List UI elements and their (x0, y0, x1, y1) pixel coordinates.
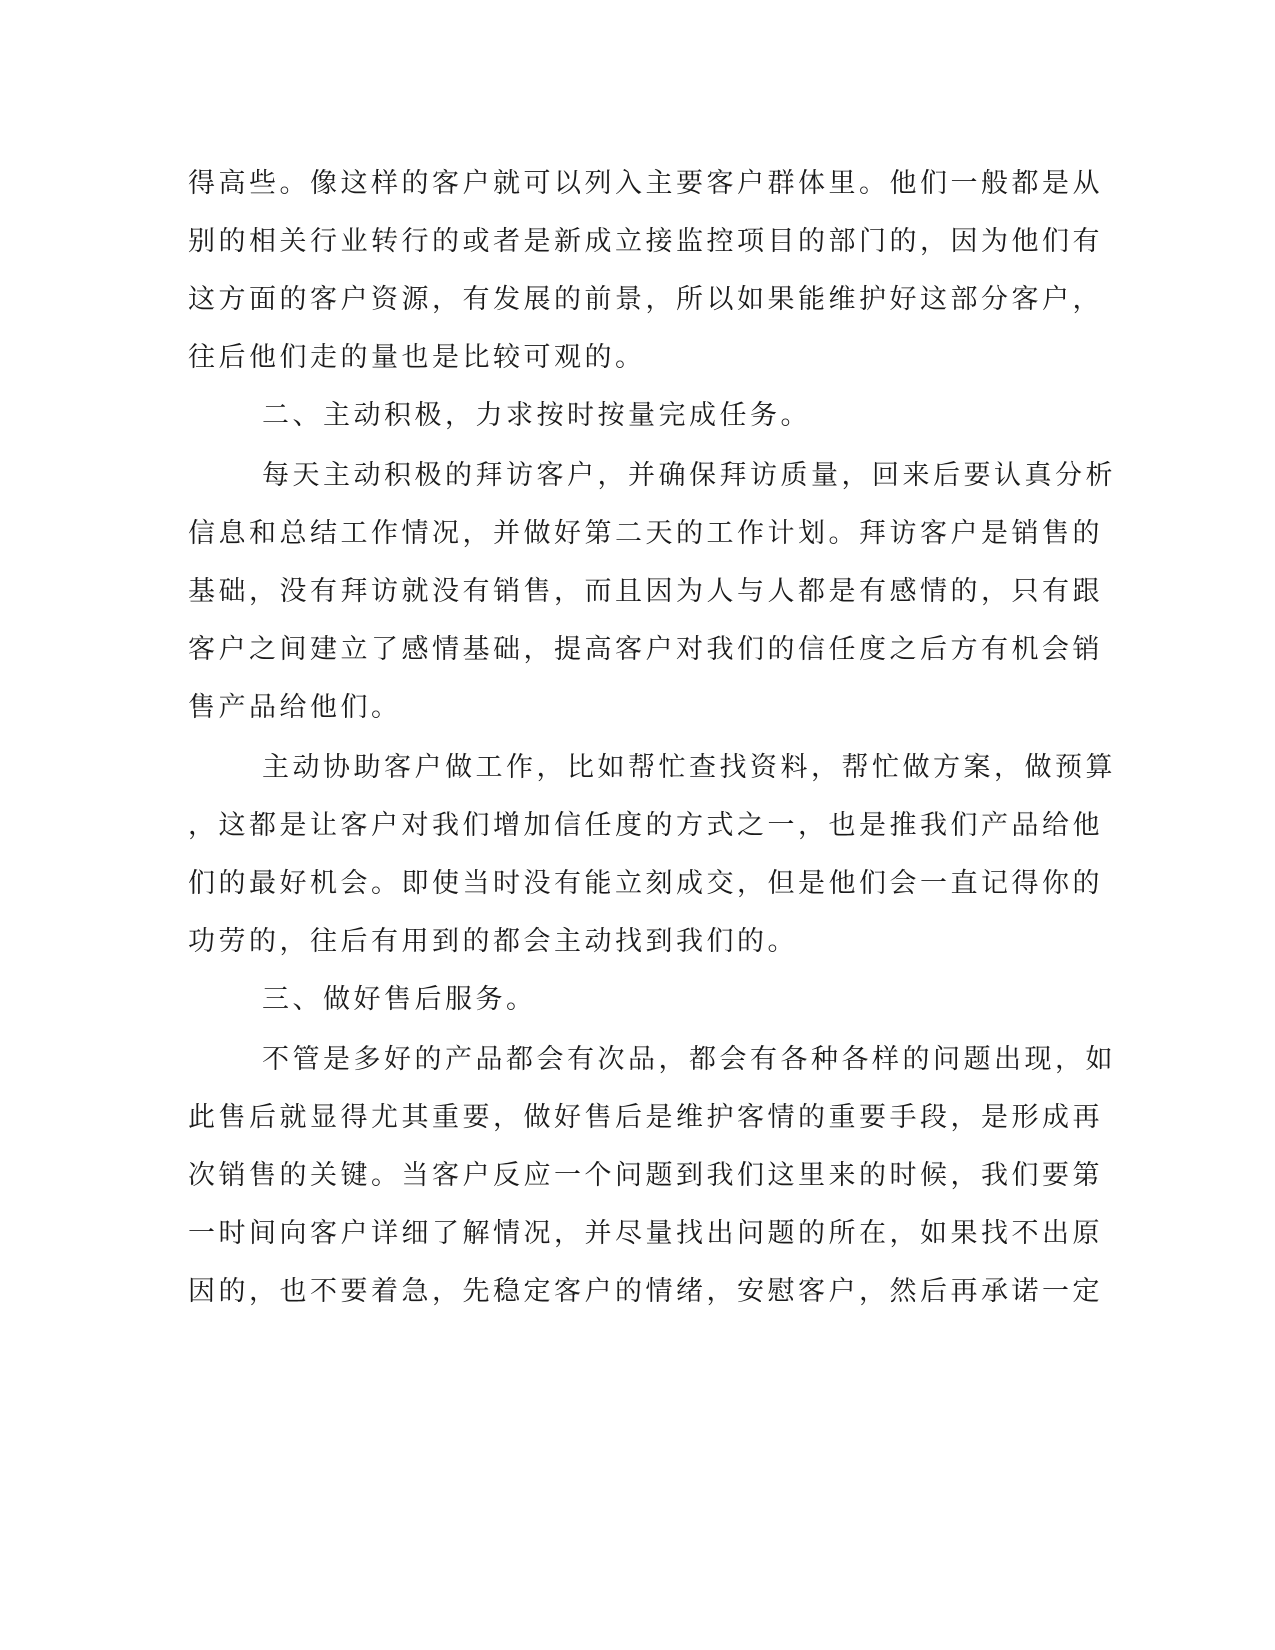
text-line: 这方面的客户资源，有发展的前景，所以如果能维护好这部分客户， (188, 284, 1103, 315)
text-line: 得高些。像这样的客户就可以列入主要客户群体里。他们一般都是从 (188, 168, 1103, 199)
text-line: 基础，没有拜访就没有销售，而且因为人与人都是有感情的，只有跟 (188, 576, 1103, 607)
text-line: 信息和总结工作情况，并做好第二天的工作计划。拜访客户是销售的 (188, 518, 1103, 549)
text-line: 因的，也不要着急，先稳定客户的情绪，安慰客户，然后再承诺一定 (188, 1276, 1103, 1307)
text-line: 每天主动积极的拜访客户，并确保拜访质量，回来后要认真分析 (262, 460, 1116, 491)
text-line: 往后他们走的量也是比较可观的。 (188, 342, 646, 373)
text-line: 客户之间建立了感情基础，提高客户对我们的信任度之后方有机会销 (188, 634, 1103, 665)
text-line: 们的最好机会。即使当时没有能立刻成交，但是他们会一直记得你的 (188, 868, 1103, 899)
text-line: 一时间向客户详细了解情况，并尽量找出问题的所在，如果找不出原 (188, 1218, 1103, 1249)
text-line: 不管是多好的产品都会有次品，都会有各种各样的问题出现，如 (262, 1044, 1116, 1075)
text-line: 售产品给他们。 (188, 692, 402, 723)
text-line: ，这都是让客户对我们增加信任度的方式之一，也是推我们产品给他 (188, 810, 1103, 841)
text-line: 别的相关行业转行的或者是新成立接监控项目的部门的，因为他们有 (188, 226, 1103, 257)
section-heading: 三、做好售后服务。 (262, 984, 537, 1015)
text-line: 主动协助客户做工作，比如帮忙查找资料，帮忙做方案，做预算 (262, 752, 1116, 783)
text-line: 此售后就显得尤其重要，做好售后是维护客情的重要手段，是形成再 (188, 1102, 1103, 1133)
section-heading: 二、主动积极，力求按时按量完成任务。 (262, 400, 811, 431)
text-line: 功劳的，往后有用到的都会主动找到我们的。 (188, 926, 798, 957)
text-line: 次销售的关键。当客户反应一个问题到我们这里来的时候，我们要第 (188, 1160, 1103, 1191)
